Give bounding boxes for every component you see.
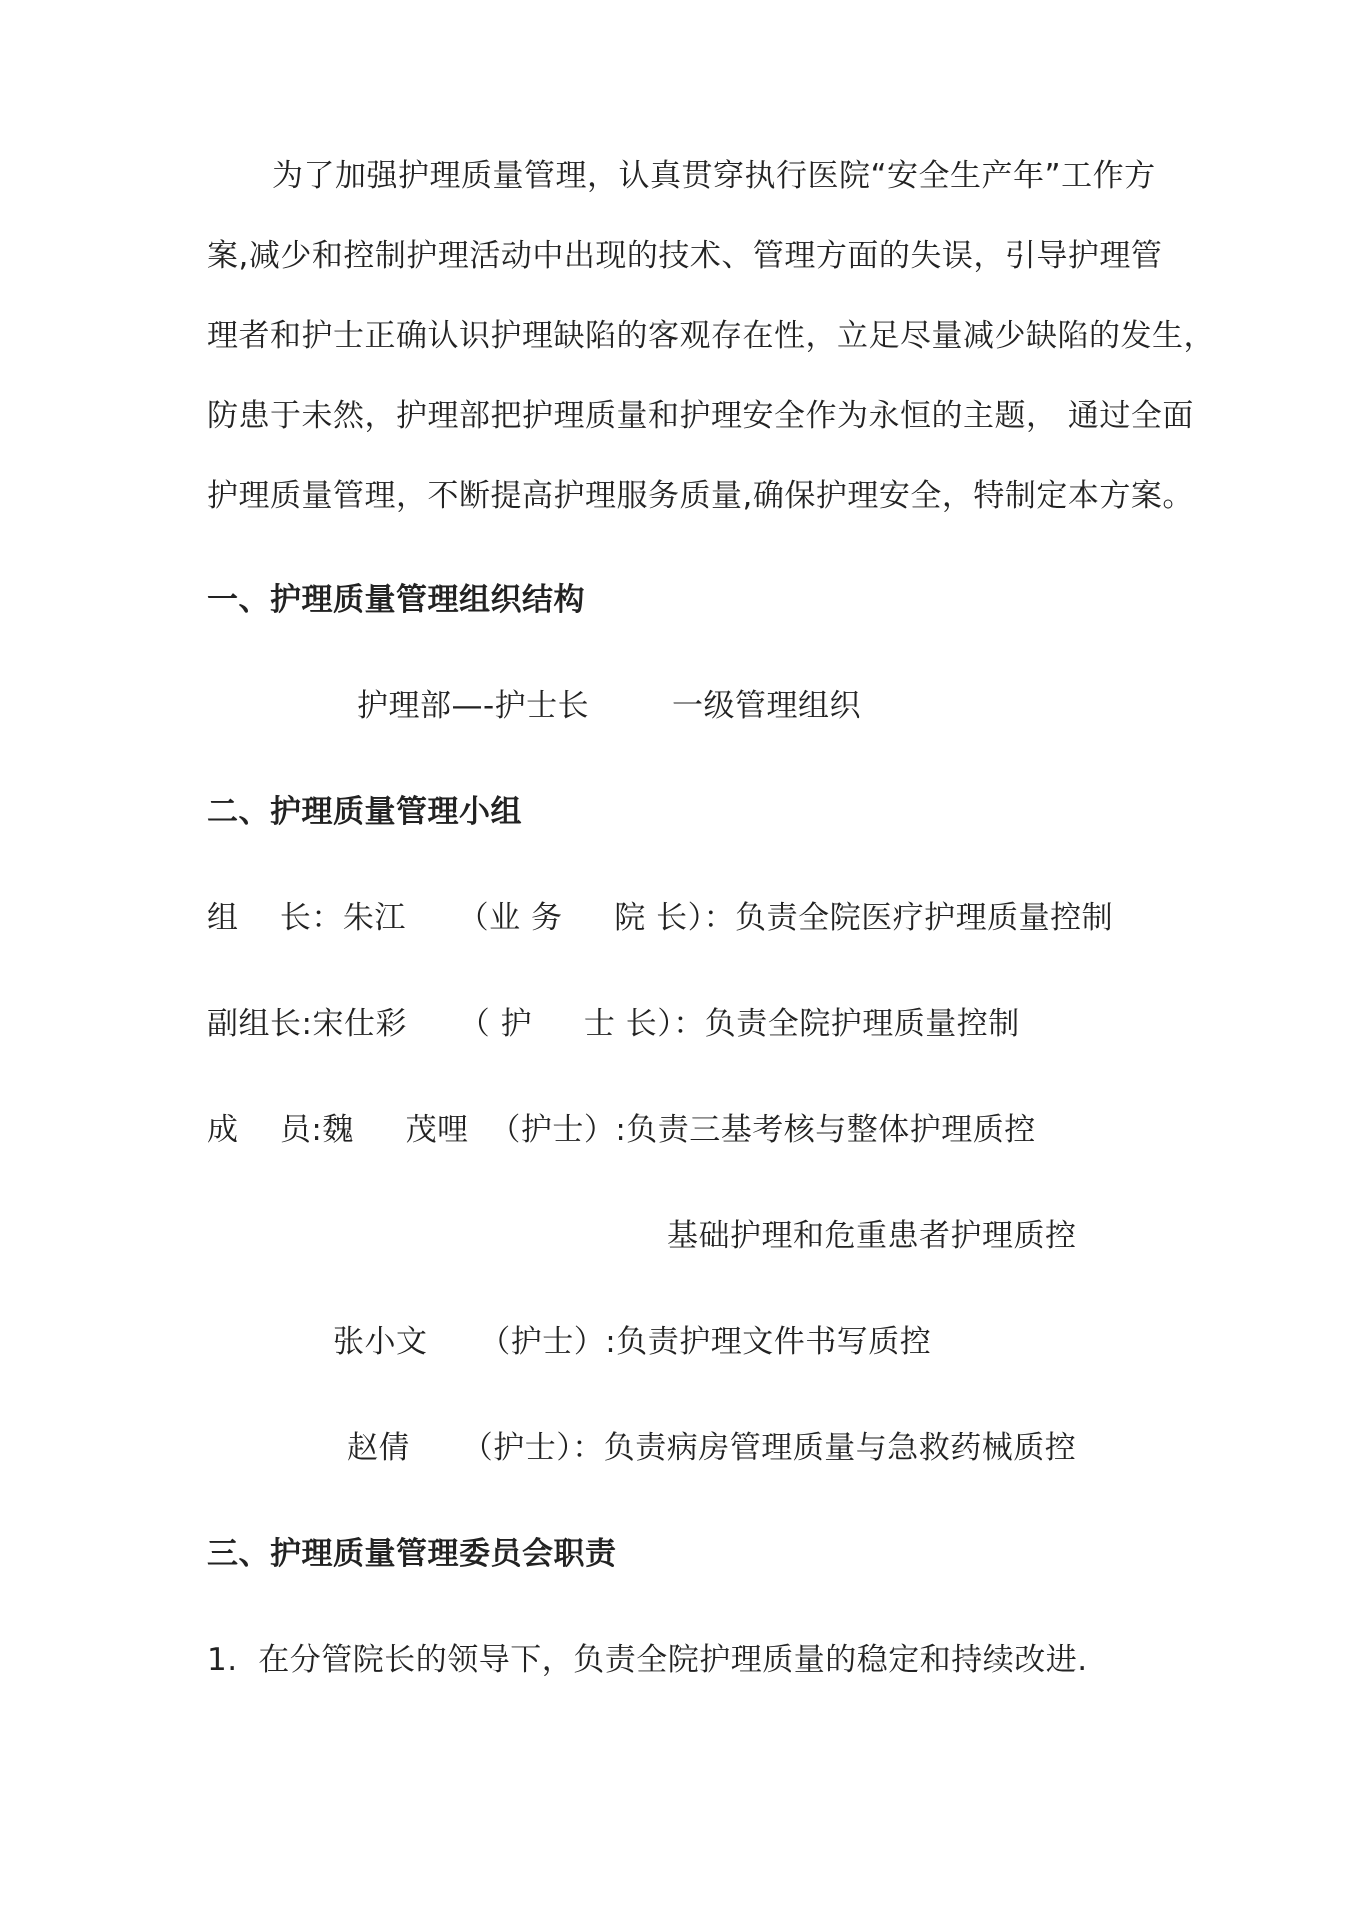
deputy-leader-line: 副组长:宋仕彩 （ 护 士 长）：负责全院护理质量控制 <box>207 1006 1020 1042</box>
member-line-1: 成 员:魏 茂哩 （护士）:负责三基考核与整体护理质控 <box>207 1112 1036 1148</box>
org-structure-line: 护理部—-护士长 一级管理组织 <box>357 688 862 724</box>
member-line-1-continued: 基础护理和危重患者护理质控 <box>667 1218 1077 1254</box>
intro-line-3: 理者和护士正确认识护理缺陷的客观存在性，立足尽量减少缺陷的发生， <box>207 318 1215 354</box>
section-2-heading: 二、护理质量管理小组 <box>207 794 522 830</box>
intro-line-2: 案,减少和控制护理活动中出现的技术、管理方面的失误，引导护理管 <box>207 238 1163 274</box>
section-3-heading: 三、护理质量管理委员会职责 <box>207 1536 617 1572</box>
intro-line-5: 护理质量管理，不断提高护理服务质量,确保护理安全，特制定本方案。 <box>207 478 1194 514</box>
section-1-heading: 一、护理质量管理组织结构 <box>207 582 585 618</box>
intro-line-4: 防患于未然，护理部把护理质量和护理安全作为永恒的主题， 通过全面 <box>207 398 1194 434</box>
intro-line-1: 为了加强护理质量管理，认真贯穿执行医院“安全生产年”工作方 <box>272 158 1156 194</box>
member-line-2: 张小文 （护士）:负责护理文件书写质控 <box>333 1324 932 1360</box>
member-line-3: 赵倩 （护士）：负责病房管理质量与急救药械质控 <box>347 1430 1077 1466</box>
team-leader-line: 组 长：朱江 （业 务 院 长）：负责全院医疗护理质量控制 <box>207 900 1114 936</box>
duty-item-1: 1. 在分管院长的领导下，负责全院护理质量的稳定和持续改进. <box>207 1642 1088 1678</box>
